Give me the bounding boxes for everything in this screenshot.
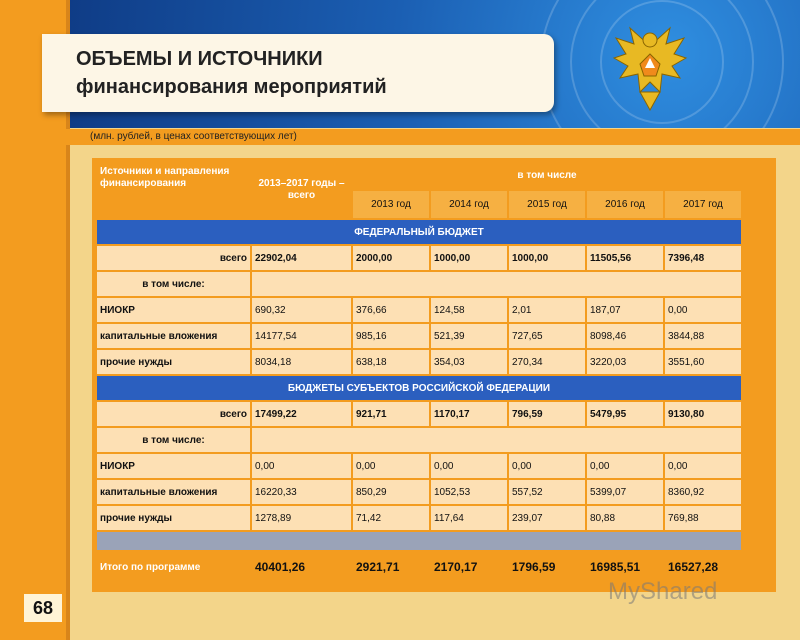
header-including: в том числе bbox=[353, 162, 741, 189]
table-row bbox=[97, 480, 741, 504]
header-year: 2016 год bbox=[587, 191, 663, 218]
cell-value: 17499,22 bbox=[252, 402, 351, 426]
cell-value: 71,42 bbox=[353, 506, 429, 530]
page-number: 68 bbox=[24, 594, 62, 622]
cell-value: 376,66 bbox=[353, 298, 429, 322]
table-row bbox=[97, 324, 741, 348]
row-label: всего bbox=[97, 402, 250, 426]
cell-value: 1278,89 bbox=[252, 506, 351, 530]
grand-total-value: 40401,26 bbox=[252, 552, 351, 582]
cell-value: 0,00 bbox=[665, 454, 741, 478]
cell-value: 2,01 bbox=[509, 298, 585, 322]
cell-value: 7396,48 bbox=[665, 246, 741, 270]
table-row bbox=[97, 454, 741, 478]
cell-value: 521,39 bbox=[431, 324, 507, 348]
row-label: НИОКР bbox=[97, 298, 250, 322]
cell-value: 638,18 bbox=[353, 350, 429, 374]
cell-value: 0,00 bbox=[353, 454, 429, 478]
cell-value: 1170,17 bbox=[431, 402, 507, 426]
page-title: ОБЪЕМЫ И ИСТОЧНИКИ bbox=[76, 48, 323, 70]
cell-value: 557,52 bbox=[509, 480, 585, 504]
cell-value: 124,58 bbox=[431, 298, 507, 322]
watermark: MyShared bbox=[608, 578, 718, 605]
cell-value: 187,07 bbox=[587, 298, 663, 322]
cell-value: 985,16 bbox=[353, 324, 429, 348]
cell-value: 8360,92 bbox=[665, 480, 741, 504]
cell-value: 0,00 bbox=[509, 454, 585, 478]
grand-total-value: 2921,71 bbox=[353, 552, 429, 582]
cell-value: 0,00 bbox=[587, 454, 663, 478]
cell-value: 9130,80 bbox=[665, 402, 741, 426]
section-title-federal: ФЕДЕРАЛЬНЫЙ БЮДЖЕТ bbox=[97, 220, 741, 244]
grand-total-value: 2170,17 bbox=[431, 552, 507, 582]
cell-value: 239,07 bbox=[509, 506, 585, 530]
table-row-federal-including bbox=[97, 272, 741, 296]
financing-table-frame bbox=[92, 158, 776, 592]
header-year: 2017 год bbox=[665, 191, 741, 218]
row-label: капитальные вложения bbox=[97, 324, 250, 348]
header-sources: Источники и направления финансирования bbox=[97, 162, 250, 218]
separator-cell bbox=[97, 532, 741, 550]
cell-value: 1052,53 bbox=[431, 480, 507, 504]
grand-total-value: 16527,28 bbox=[665, 552, 741, 582]
financing-table bbox=[95, 160, 743, 584]
cell-value: 1000,00 bbox=[431, 246, 507, 270]
cell-value: 921,71 bbox=[353, 402, 429, 426]
cell-value: 2000,00 bbox=[353, 246, 429, 270]
cell-value: 0,00 bbox=[665, 298, 741, 322]
table-header-row bbox=[97, 162, 741, 189]
header-year: 2013 год bbox=[353, 191, 429, 218]
header-year: 2014 год bbox=[431, 191, 507, 218]
header-total: 2013–2017 годы – всего bbox=[252, 162, 351, 218]
section-row-regional bbox=[97, 376, 741, 400]
grand-total-label: Итого по программе bbox=[97, 552, 250, 582]
row-label: НИОКР bbox=[97, 454, 250, 478]
cell-value: 8034,18 bbox=[252, 350, 351, 374]
cell-value: 8098,46 bbox=[587, 324, 663, 348]
separator-row bbox=[97, 532, 741, 550]
cell-value: 727,65 bbox=[509, 324, 585, 348]
cell-value: 14177,54 bbox=[252, 324, 351, 348]
cell-value: 796,59 bbox=[509, 402, 585, 426]
row-label: всего bbox=[97, 246, 250, 270]
cell-value: 270,34 bbox=[509, 350, 585, 374]
title-box bbox=[42, 34, 554, 112]
cell-value: 117,64 bbox=[431, 506, 507, 530]
cell-value: 850,29 bbox=[353, 480, 429, 504]
cell-value: 0,00 bbox=[252, 454, 351, 478]
cell-value: 5479,95 bbox=[587, 402, 663, 426]
cell-value: 11505,56 bbox=[587, 246, 663, 270]
cell-value: 3551,60 bbox=[665, 350, 741, 374]
cell-value: 80,88 bbox=[587, 506, 663, 530]
table-row-regional-including bbox=[97, 428, 741, 452]
row-label: капитальные вложения bbox=[97, 480, 250, 504]
header-year: 2015 год bbox=[509, 191, 585, 218]
grand-total-value: 16985,51 bbox=[587, 552, 663, 582]
cell-value: 1000,00 bbox=[509, 246, 585, 270]
cell-value: 690,32 bbox=[252, 298, 351, 322]
row-label: прочие нужды bbox=[97, 350, 250, 374]
cell-value: 354,03 bbox=[431, 350, 507, 374]
row-label: в том числе: bbox=[97, 272, 250, 296]
page-subtitle: финансирования мероприятий bbox=[76, 76, 387, 98]
table-row bbox=[97, 350, 741, 374]
table-row-regional-total bbox=[97, 402, 741, 426]
emergency-ministry-emblem-icon bbox=[610, 18, 690, 118]
cell-value: 16220,33 bbox=[252, 480, 351, 504]
units-note: (млн. рублей, в ценах соответствующих лет) bbox=[90, 131, 297, 142]
table-row bbox=[97, 506, 741, 530]
table-row bbox=[97, 298, 741, 322]
empty-cell bbox=[252, 272, 741, 296]
cell-value: 22902,04 bbox=[252, 246, 351, 270]
row-label: в том числе: bbox=[97, 428, 250, 452]
empty-cell bbox=[252, 428, 741, 452]
grand-total-value: 1796,59 bbox=[509, 552, 585, 582]
cell-value: 0,00 bbox=[431, 454, 507, 478]
cell-value: 769,88 bbox=[665, 506, 741, 530]
section-title-regional: БЮДЖЕТЫ СУБЪЕКТОВ РОССИЙСКОЙ ФЕДЕРАЦИИ bbox=[97, 376, 741, 400]
section-row-federal bbox=[97, 220, 741, 244]
cell-value: 3844,88 bbox=[665, 324, 741, 348]
cell-value: 3220,03 bbox=[587, 350, 663, 374]
row-label: прочие нужды bbox=[97, 506, 250, 530]
cell-value: 5399,07 bbox=[587, 480, 663, 504]
table-row-federal-total bbox=[97, 246, 741, 270]
